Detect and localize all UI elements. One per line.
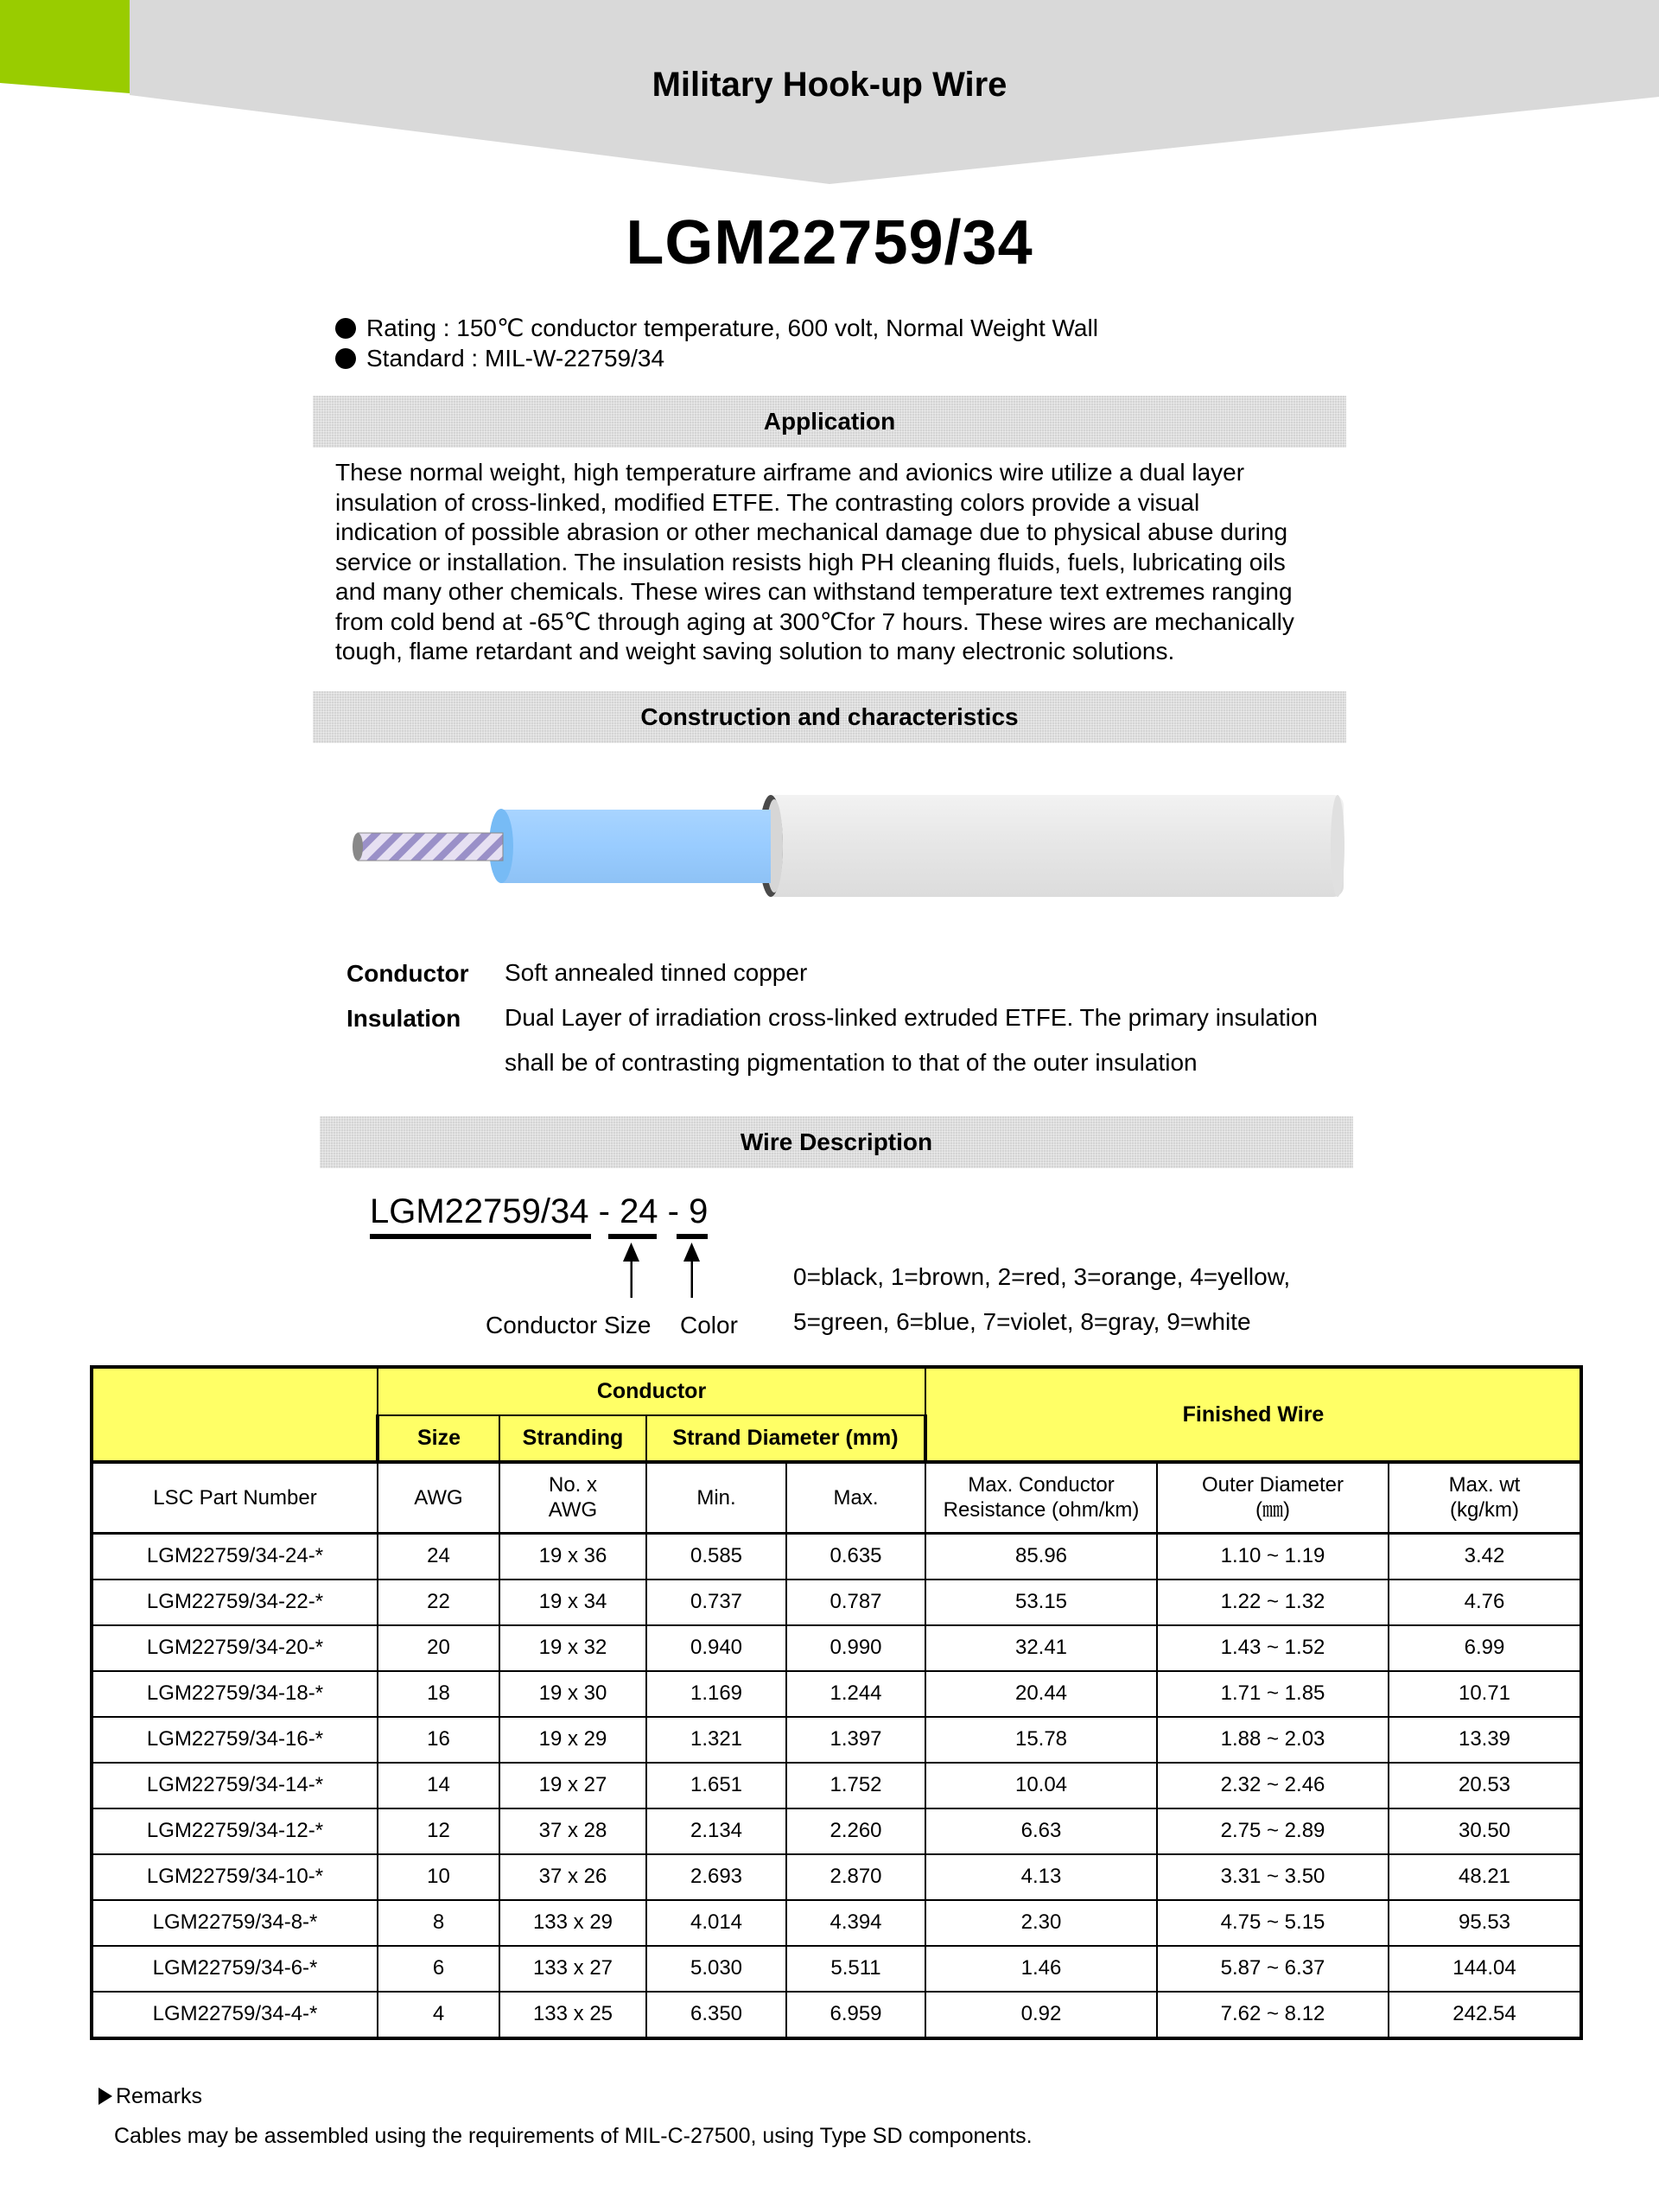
size-col-header: Size [378, 1415, 499, 1462]
cell-min: 0.737 [646, 1580, 786, 1625]
rating-list [335, 313, 1098, 373]
size-arrow-icon [623, 1243, 639, 1262]
cell-max: 0.635 [786, 1533, 925, 1580]
wire-code: LGM22759/34 - 24 - 9 [370, 1192, 709, 1230]
cell-strand: 19 x 34 [499, 1580, 646, 1625]
color-legend-line2: 5=green, 6=blue, 7=violet, 8=gray, 9=white [793, 1308, 1251, 1335]
stranding-col-header: Stranding [499, 1415, 646, 1462]
rating-item: Rating : 150℃ conductor temperature, 600 volt, Normal Weight Wall [335, 313, 1098, 343]
cell-wt: 48.21 [1389, 1854, 1581, 1900]
cell-wt: 242.54 [1389, 1992, 1581, 2038]
cell-max: 1.752 [786, 1763, 925, 1808]
cell-res: 10.04 [925, 1763, 1157, 1808]
header-blank-cell [92, 1367, 378, 1462]
wire-spec-table [90, 1365, 1583, 2040]
construction-heading: Construction and characteristics [313, 691, 1346, 743]
cell-max: 5.511 [786, 1946, 925, 1992]
cell-res: 53.15 [925, 1580, 1157, 1625]
cell-strand: 133 x 27 [499, 1946, 646, 1992]
table-row [92, 1580, 1581, 1625]
cell-wt: 20.53 [1389, 1763, 1581, 1808]
cell-min: 5.030 [646, 1946, 786, 1992]
cell-res: 2.30 [925, 1900, 1157, 1946]
cell-min: 1.169 [646, 1671, 786, 1717]
table-row [92, 1854, 1581, 1900]
cell-part: LGM22759/34-4-* [92, 1992, 378, 2038]
cell-awg: 22 [378, 1580, 499, 1625]
application-heading: Application [313, 396, 1346, 448]
awg-header: AWG [378, 1462, 499, 1533]
cell-max: 2.260 [786, 1808, 925, 1854]
cell-min: 1.321 [646, 1717, 786, 1763]
cell-res: 15.78 [925, 1717, 1157, 1763]
triangle-right-icon [99, 2088, 112, 2105]
base-underline [370, 1234, 591, 1239]
primary-insulation [501, 810, 771, 883]
size-underline [608, 1234, 657, 1239]
cell-min: 0.585 [646, 1533, 786, 1580]
wire-description-heading: Wire Description [320, 1116, 1353, 1168]
model-title: LGM22759/34 [626, 208, 1033, 277]
cell-part: LGM22759/34-12-* [92, 1808, 378, 1854]
table-row [92, 1533, 1581, 1580]
cell-wt: 10.71 [1389, 1671, 1581, 1717]
cell-awg: 24 [378, 1533, 499, 1580]
cable-illustration [346, 793, 1357, 901]
cell-res: 0.92 [925, 1992, 1157, 2038]
cell-res: 32.41 [925, 1625, 1157, 1671]
cell-strand: 19 x 27 [499, 1763, 646, 1808]
part-number-header: LSC Part Number [92, 1462, 378, 1533]
remarks-heading: Remarks [99, 2084, 202, 2109]
cell-od: 1.22 ~ 1.32 [1157, 1580, 1389, 1625]
cell-wt: 144.04 [1389, 1946, 1581, 1992]
cell-max: 4.394 [786, 1900, 925, 1946]
cell-awg: 6 [378, 1946, 499, 1992]
finished-wire-group-header: Finished Wire [925, 1367, 1581, 1462]
conductor-strands [358, 833, 503, 861]
cell-od: 4.75 ~ 5.15 [1157, 1900, 1389, 1946]
cell-min: 1.651 [646, 1763, 786, 1808]
application-text: These normal weight, high temperature airframe and avionics wire utilize a dual layer insulation of cross-linked, modified ETFE. The contrasting colors provide a visual indication of possible abrasion or other mechanical damage due to physical abuse during service or installation. The insulation resists high PH cleaning fluids, fuels, lubricating oils and many other chemicals. These wires can withstand temperature text extremes ranging from cold bend at -65℃ through aging at 300℃for 7 hours. These wires are mechanically tough, flame retardant and weight saving solution to many electronic solutions. [335, 459, 1294, 664]
cell-strand: 133 x 29 [499, 1900, 646, 1946]
cell-od: 1.88 ~ 2.03 [1157, 1717, 1389, 1763]
resistance-header: Max. Conductor Resistance (ohm/km) [925, 1462, 1157, 1533]
weight-header: Max. wt (kg/km) [1389, 1462, 1581, 1533]
cell-wt: 13.39 [1389, 1717, 1581, 1763]
cell-max: 6.959 [786, 1992, 925, 2038]
standard-item: Standard : MIL-W-22759/34 [335, 343, 1098, 373]
cell-awg: 20 [378, 1625, 499, 1671]
cell-wt: 3.42 [1389, 1533, 1581, 1580]
cell-od: 2.32 ~ 2.46 [1157, 1763, 1389, 1808]
remarks-text: Cables may be assembled using the requirements of MIL-C-27500, using Type SD components. [114, 2124, 1033, 2148]
table-row [92, 1671, 1581, 1717]
cell-part: LGM22759/34-18-* [92, 1671, 378, 1717]
cell-od: 7.62 ~ 8.12 [1157, 1992, 1389, 2038]
cell-od: 5.87 ~ 6.37 [1157, 1946, 1389, 1992]
cell-max: 1.244 [786, 1671, 925, 1717]
bullet-dot-icon [335, 318, 356, 339]
table-row [92, 1763, 1581, 1808]
cell-awg: 8 [378, 1900, 499, 1946]
cell-part: LGM22759/34-22-* [92, 1580, 378, 1625]
min-header: Min. [646, 1462, 786, 1533]
cell-wt: 95.53 [1389, 1900, 1581, 1946]
table-row [92, 1625, 1581, 1671]
cell-part: LGM22759/34-6-* [92, 1946, 378, 1992]
insulation-label: Insulation [346, 1005, 461, 1032]
cell-min: 4.014 [646, 1900, 786, 1946]
cell-min: 2.134 [646, 1808, 786, 1854]
cell-wt: 6.99 [1389, 1625, 1581, 1671]
color-label: Color [680, 1312, 738, 1338]
cell-max: 0.787 [786, 1580, 925, 1625]
strand-diameter-col-header: Strand Diameter (mm) [646, 1415, 925, 1462]
cell-min: 6.350 [646, 1992, 786, 2038]
cell-awg: 12 [378, 1808, 499, 1854]
cell-od: 1.10 ~ 1.19 [1157, 1533, 1389, 1580]
cell-min: 2.693 [646, 1854, 786, 1900]
cell-max: 0.990 [786, 1625, 925, 1671]
table-row [92, 1717, 1581, 1763]
insulation-value-line2: shall be of contrasting pigmentation to that of the outer insulation [505, 1049, 1198, 1076]
cell-strand: 133 x 25 [499, 1992, 646, 2038]
no-x-awg-header: No. x AWG [499, 1462, 646, 1533]
banner-title: Military Hook-up Wire [652, 66, 1007, 104]
cell-awg: 18 [378, 1671, 499, 1717]
cell-part: LGM22759/34-16-* [92, 1717, 378, 1763]
table-row [92, 1946, 1581, 1992]
table-row [92, 1808, 1581, 1854]
cell-part: LGM22759/34-24-* [92, 1533, 378, 1580]
cell-max: 1.397 [786, 1717, 925, 1763]
max-header: Max. [786, 1462, 925, 1533]
wire-code-arrows [363, 1230, 726, 1301]
cell-wt: 30.50 [1389, 1808, 1581, 1854]
cell-part: LGM22759/34-14-* [92, 1763, 378, 1808]
color-legend-line1: 0=black, 1=brown, 2=red, 3=orange, 4=yellow, [793, 1263, 1291, 1290]
cell-res: 4.13 [925, 1854, 1157, 1900]
color-arrow-icon [683, 1243, 700, 1262]
cell-awg: 10 [378, 1854, 499, 1900]
cell-strand: 19 x 30 [499, 1671, 646, 1717]
cell-awg: 14 [378, 1763, 499, 1808]
cell-min: 0.940 [646, 1625, 786, 1671]
cell-part: LGM22759/34-20-* [92, 1625, 378, 1671]
conductor-label: Conductor [346, 960, 469, 987]
table-row [92, 1900, 1581, 1946]
outer-insulation [765, 795, 1344, 897]
cell-res: 1.46 [925, 1946, 1157, 1992]
bullet-dot-icon [335, 348, 356, 369]
conductor-spec [346, 959, 469, 988]
cell-res: 85.96 [925, 1533, 1157, 1580]
cell-strand: 37 x 26 [499, 1854, 646, 1900]
cell-strand: 19 x 29 [499, 1717, 646, 1763]
color-underline [677, 1234, 708, 1239]
cell-od: 1.43 ~ 1.52 [1157, 1625, 1389, 1671]
cell-max: 2.870 [786, 1854, 925, 1900]
cell-od: 2.75 ~ 2.89 [1157, 1808, 1389, 1854]
cell-wt: 4.76 [1389, 1580, 1581, 1625]
cell-awg: 16 [378, 1717, 499, 1763]
conductor-size-label: Conductor Size [486, 1312, 652, 1338]
table-subheader-row [92, 1462, 1581, 1533]
insulation-spec [346, 1004, 461, 1033]
cell-awg: 4 [378, 1992, 499, 2038]
conductor-value: Soft annealed tinned copper [505, 959, 808, 986]
conductor-group-header: Conductor [378, 1367, 925, 1415]
insulation-value-line1: Dual Layer of irradiation cross-linked extruded ETFE. The primary insulation [505, 1004, 1319, 1031]
table-row [92, 1992, 1581, 2038]
cell-od: 3.31 ~ 3.50 [1157, 1854, 1389, 1900]
cell-res: 6.63 [925, 1808, 1157, 1854]
cell-od: 1.71 ~ 1.85 [1157, 1671, 1389, 1717]
cell-strand: 19 x 36 [499, 1533, 646, 1580]
cell-part: LGM22759/34-10-* [92, 1854, 378, 1900]
cell-strand: 19 x 32 [499, 1625, 646, 1671]
outer-diameter-header: Outer Diameter (㎜) [1157, 1462, 1389, 1533]
cell-res: 20.44 [925, 1671, 1157, 1717]
cell-strand: 37 x 28 [499, 1808, 646, 1854]
table-body [92, 1462, 1581, 2038]
cell-part: LGM22759/34-8-* [92, 1900, 378, 1946]
